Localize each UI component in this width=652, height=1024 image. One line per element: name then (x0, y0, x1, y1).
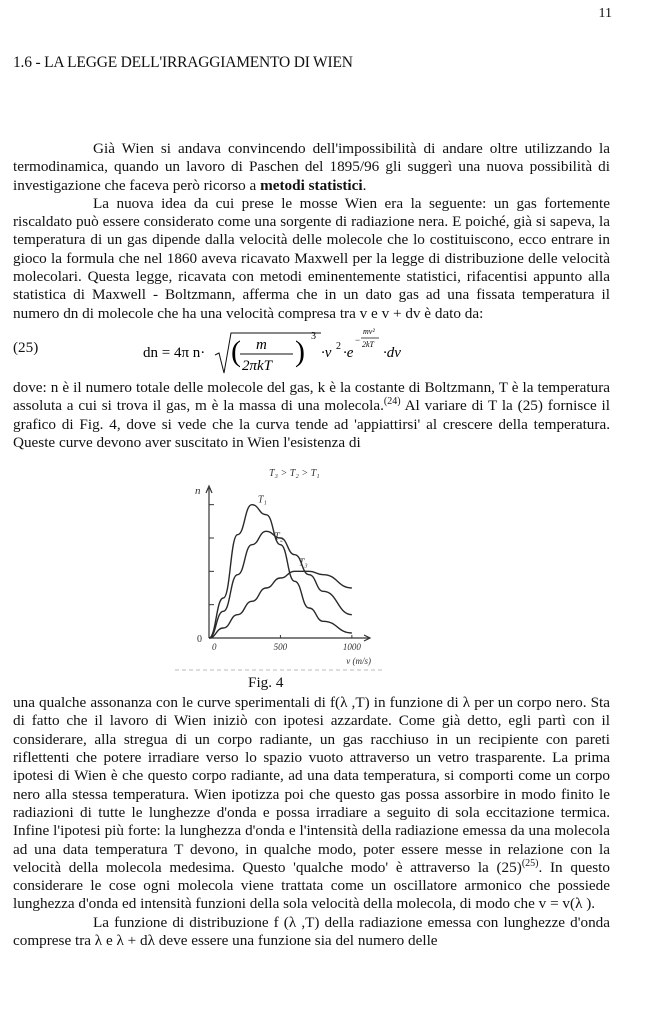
equation-number: (25) (13, 338, 39, 356)
frac-num: m (256, 336, 267, 353)
section-heading: 1.6 - LA LEGGE DELL'IRRAGGIAMENTO DI WIEN (13, 54, 353, 71)
paragraph-4 (13, 694, 610, 914)
paragraph-3 (13, 379, 610, 452)
origin-label: 0 (197, 634, 202, 646)
paragraph-4-end: . In questo considerare le cose ogni molecola viene trattata come un oscillatore armonico che possiede lunghezza d'onda ed intensità funzioni della sola velocità della molecola, di modo che v = v(λ ). (13, 858, 610, 913)
paragraph-4-text: una qualche assonanza con le curve sperimentali di f(λ ,T) in funzione di λ per un corpo nero. Sta di fatto che il lavoro di Wien iniziò con ipotesi azzardate. Come già detto, egli partì con il considerare, alla stregua di un corpo radiante, un gas racchiuso in un recipiente con pareti riflettenti che potere irradiare verso lo spazio vuoto attraverso un vetro trasparente. La prima ipotesi di Wien è che questo corpo radiante, ad una data temperatura, si comporti come un corpo nero alla stessa temperatura. Wien ipotizza poi che questo gas possa assorbire in modo finito le radiazioni di tutte le lunghezze d'onda e possa irradiare a seguito di sola eccitazione termica. Infine l'ipotesi più forte: la lunghezza d'onda e l'intensità della radiazione emessa da una molecola ad una data temperatura T devono, in qualche modo, poter essere messe in relazione con la velocità della molecola medesima. Questo 'qualche modo' è attraverso la (25) (13, 694, 610, 876)
equation-formula (143, 325, 503, 377)
paren-close: ) (295, 334, 305, 368)
paragraph-3-text: dove: n è il numero totale delle molecole del gas, k è la costante di Boltzmann, T è la temperatura assoluta a cui si trova il gas, m è la massa di una molecola. (13, 378, 610, 415)
paragraph-1-end: . (362, 176, 367, 194)
series-label-3: T₃ (298, 557, 308, 569)
exp-sign: − (355, 334, 361, 345)
body-flow (13, 140, 610, 950)
paragraph-1-text: Già Wien si andava convincendo dell'impossibilità di andare oltre utilizzando la termodinamica, quando un lavoro di Paschen del 1895/96 gli suggerì una nuova possibilità di investigazione che faceva però ricorso a (13, 140, 610, 194)
x-tick-label: 0 (212, 642, 217, 653)
power-3: 3 (311, 330, 316, 342)
series-line-1 (209, 505, 352, 638)
paren-open: ( (231, 334, 241, 368)
equation-lhs: dn = 4π n· (143, 344, 206, 361)
exp-den: 2kT (362, 339, 374, 349)
page-number: 11 (598, 6, 612, 21)
x-tick-label: 1000 (342, 642, 361, 653)
paragraph-2: La nuova idea da cui prese le mosse Wien era la seguente: un gas fortemente riscaldato può essere considerato come una sorgente di radiazione nera. E poiché, già si sapeva, la temperatura di un gas dipende dalla velocità delle molecole che lo costituiscono, ecco entrare in gioco la formula che nel 1860 aveva ricavato Maxwell per la legge di distribuzione delle velocità molecolari. Questa legge, ricavata con metodi eminentemente statistici, rifacentisi appunto alla statistica di Maxwell - Boltzmann, afferma che in un dato gas ad una fissata temperatura il numero dn di molecole che ha una velocità compresa tra v e v + dv è dato da: (13, 194, 610, 322)
footnote-ref-24: (24) (383, 396, 401, 408)
x-axis-label: v (m/s) (346, 656, 371, 667)
exp-num: mv² (363, 326, 375, 336)
y-axis-label: n (195, 485, 201, 498)
v-term: ·v (321, 344, 332, 361)
paragraph-1 (13, 140, 610, 195)
v-power: 2 (336, 340, 341, 352)
e-term: ·e (343, 344, 354, 361)
equation-25 (13, 325, 610, 377)
figure-block (13, 466, 610, 694)
figure-caption: Fig. 4 (248, 674, 284, 692)
tail: ·dv (383, 344, 401, 361)
bold-term: metodi statistici (260, 176, 363, 194)
chart-title: T₃ > T₂ > T₁ (269, 468, 320, 480)
paragraph-5: La funzione di distribuzione f (λ ,T) della radiazione emessa con lunghezze d'onda comprese tra λ e λ + dλ deve essere una funzione sia del numero delle (13, 913, 610, 950)
footnote-ref-25: (25) (521, 857, 539, 869)
x-tick-label: 500 (273, 642, 288, 653)
series-label-2: T₂ (274, 531, 284, 543)
series-label-1: T₁ (257, 494, 267, 506)
figure-4 (175, 466, 385, 676)
paragraph-3-end: Al variare di T la (25) fornisce il grafico di Fig. 4, dove si vede che la curva tende ad 'appiattirsi' al crescere della temperatura. Queste curve devono aver suscitato in Wien l'esistenza di (13, 397, 610, 451)
maxwell-distribution-chart (175, 466, 385, 676)
frac-den: 2πkT (242, 357, 273, 374)
series-line-3 (209, 571, 352, 638)
